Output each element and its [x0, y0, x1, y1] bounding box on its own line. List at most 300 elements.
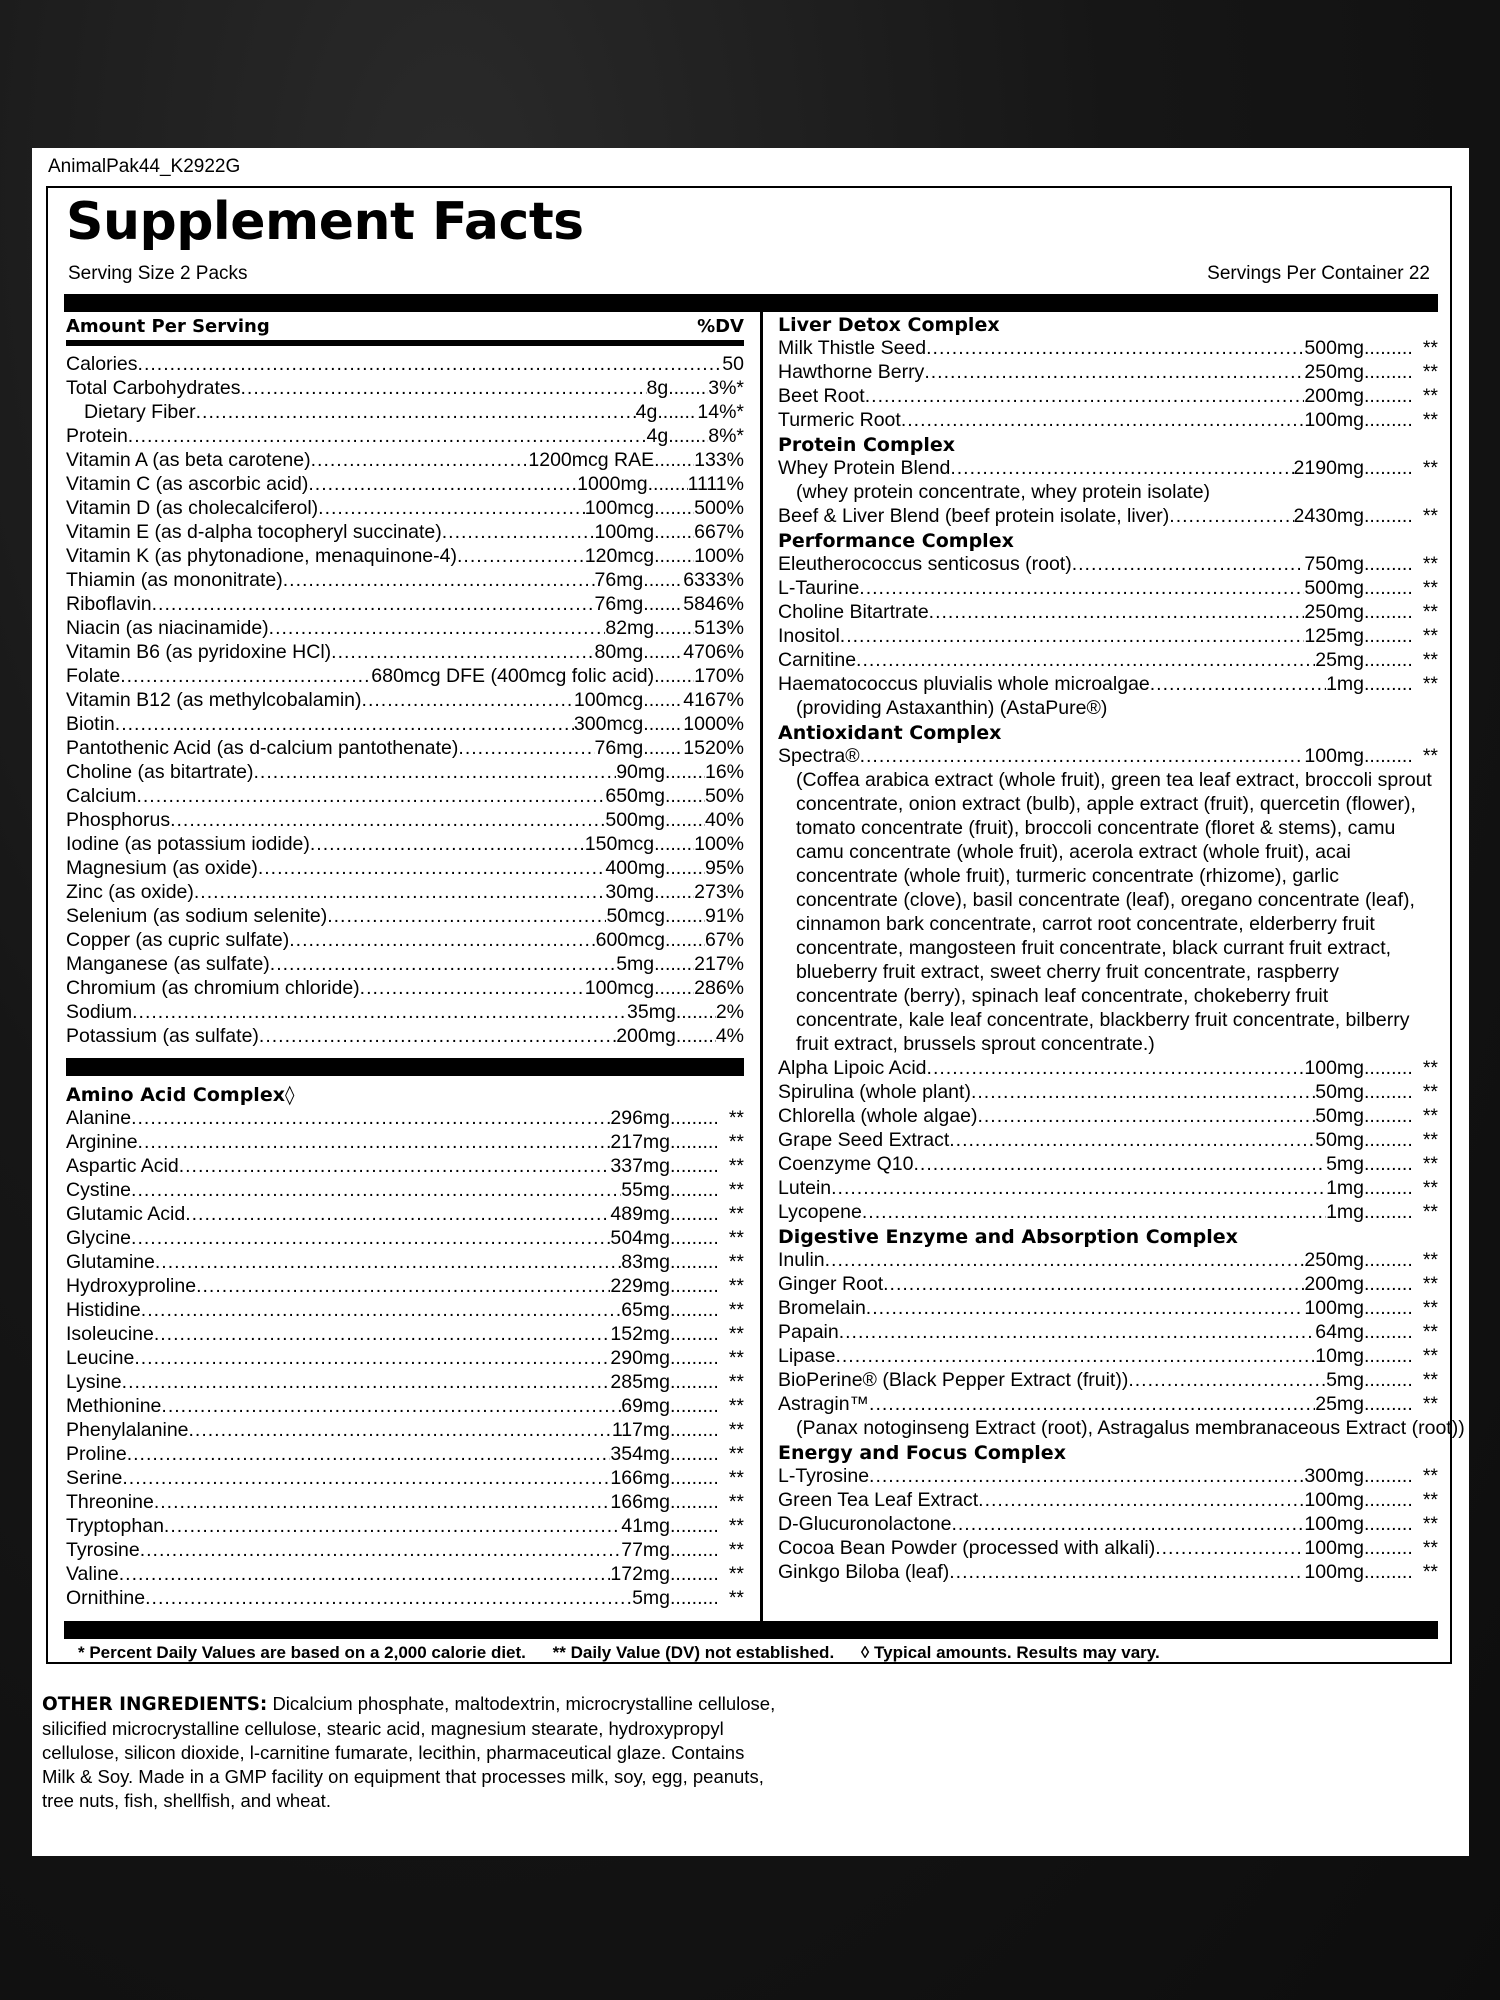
right-column: [778, 312, 1465, 1584]
leader-dots: [1364, 1056, 1412, 1080]
footnote-dv: * Percent Daily Values are based on a 2,000 calorie diet.: [78, 1643, 526, 1662]
item-amount: 2190mg: [1293, 457, 1364, 479]
item-dv: **: [728, 1179, 744, 1201]
item-dv: **: [1422, 1201, 1438, 1223]
list-item: [66, 1250, 744, 1274]
item-name: Methionine: [66, 1395, 162, 1417]
list-item: [66, 760, 744, 784]
item-name: Papain: [778, 1321, 839, 1343]
item-name: Haematococcus pluvialis whole microalgae: [778, 673, 1150, 695]
leader-dots: [978, 1488, 1304, 1512]
item-dv: **: [728, 1515, 744, 1537]
panel-title: Supplement Facts: [66, 192, 584, 252]
item-name: Glutamic Acid: [66, 1203, 186, 1225]
leader-dots: [670, 1106, 718, 1130]
list-item: [66, 928, 744, 952]
item-amount: 750mg: [1304, 553, 1364, 575]
item-name: Glutamine: [66, 1251, 155, 1273]
list-item: [66, 880, 744, 904]
serving-size: Serving Size 2 Packs: [68, 263, 248, 284]
item-dv: **: [1422, 1297, 1438, 1319]
item-amount: 30mg: [605, 881, 655, 903]
leader-dots: [1364, 1464, 1412, 1488]
leader-dots: [161, 1394, 621, 1418]
leader-dots: [154, 1322, 611, 1346]
leader-dots: [1364, 1512, 1412, 1536]
item-dv: **: [728, 1395, 744, 1417]
column-divider: [760, 312, 763, 1621]
footnote-not-established: ** Daily Value (DV) not established.: [552, 1643, 835, 1662]
supplement-label: [32, 148, 1469, 1856]
leader-dots: [259, 1024, 616, 1048]
list-item: [778, 1272, 1438, 1296]
list-item: [778, 1368, 1438, 1392]
item-dv: **: [1422, 673, 1438, 695]
leader-dots: [643, 640, 683, 664]
item-note: (whey protein concentrate, whey protein isolate): [796, 481, 1211, 503]
item-amount: 250mg: [1304, 1249, 1364, 1271]
item-dv: 4%: [715, 1025, 744, 1047]
item-name: Ginkgo Biloba (leaf): [778, 1561, 950, 1583]
item-dv: **: [728, 1107, 744, 1129]
leader-dots: [654, 880, 694, 904]
leader-dots: [670, 1346, 718, 1370]
item-amount: 290mg: [610, 1347, 670, 1369]
list-item: [778, 744, 1438, 768]
item-name: Vitamin B12 (as methylcobalamin): [66, 689, 362, 711]
item-name: Coenzyme Q10: [778, 1153, 914, 1175]
leader-dots: [950, 456, 1293, 480]
item-amount: 650mg: [605, 785, 665, 807]
list-item: [778, 1344, 1438, 1368]
item-dv: 8%*: [708, 425, 744, 447]
list-item: [66, 1466, 744, 1490]
item-amount: 150mcg: [584, 833, 655, 855]
list-item: [66, 1274, 744, 1298]
item-amount: 50: [722, 353, 744, 375]
dv-header-label: %DV: [697, 316, 744, 337]
item-amount: 120mcg: [584, 545, 655, 567]
list-item: [66, 1226, 744, 1250]
other-ingredients-text: Dicalcium phosphate, maltodextrin, microcrystalline cellulose, silicified microcrystalline cellulose, stearic acid, magnesium stearate, hydroxypropyl cellulose, silicon dioxide, l-carnitine fumarate, lecithin, pharmaceutical glaze. Contains Milk & Soy. Made in a GMP facility on equipment that processes milk, soy, egg, peanuts, tree nuts, fish, shellfish, and wheat.: [42, 1693, 776, 1811]
item-dv: **: [728, 1203, 744, 1225]
item-dv: **: [1422, 1465, 1438, 1487]
leader-dots: [869, 1464, 1304, 1488]
item-name: Leucine: [66, 1347, 135, 1369]
leader-dots: [331, 640, 594, 664]
item-name: Grape Seed Extract: [778, 1129, 950, 1151]
item-amount: 5mg: [616, 953, 655, 975]
list-item: [66, 808, 744, 832]
item-dv: 50%: [704, 785, 744, 807]
item-amount: 152mg: [610, 1323, 670, 1345]
leader-dots: [196, 1274, 610, 1298]
item-amount: 80mg: [594, 641, 644, 663]
list-item: [66, 1514, 744, 1538]
list-item: [66, 1538, 744, 1562]
leader-dots: [189, 1418, 612, 1442]
leader-dots: [457, 544, 585, 568]
item-name: Isoleucine: [66, 1323, 154, 1345]
item-amount: 354mg: [610, 1443, 670, 1465]
item-amount: 83mg: [621, 1251, 670, 1273]
leader-dots: [643, 592, 683, 616]
list-item: [66, 904, 744, 928]
list-item: [778, 1488, 1438, 1512]
footnote-typical: ◊ Typical amounts. Results may vary.: [860, 1643, 1160, 1662]
item-name: Copper (as cupric sulfate): [66, 929, 290, 951]
list-item: [66, 616, 744, 640]
item-amount: 10mg: [1315, 1345, 1364, 1367]
list-item: [66, 544, 744, 568]
item-dv: **: [1422, 1177, 1438, 1199]
leader-dots: [138, 352, 723, 376]
leader-dots: [654, 976, 694, 1000]
item-dv: **: [1422, 1057, 1438, 1079]
leader-dots: [676, 1024, 716, 1048]
item-name: Ornithine: [66, 1587, 146, 1609]
list-item: [778, 1464, 1438, 1488]
section-title: Energy and Focus Complex: [778, 1442, 1066, 1464]
item-name: Vitamin K (as phytonadione, menaquinone-4): [66, 545, 457, 567]
leader-dots: [269, 616, 606, 640]
item-amount: 8g: [646, 377, 669, 399]
leader-dots: [134, 1346, 610, 1370]
item-amount: 76mg: [594, 593, 644, 615]
list-item: [66, 1298, 744, 1322]
item-name: Vitamin E (as d-alpha tocopheryl succinate): [66, 521, 442, 543]
item-amount: 250mg: [1304, 601, 1364, 623]
leader-dots: [127, 1442, 611, 1466]
item-name: Astragin™: [778, 1393, 870, 1415]
leader-dots: [913, 1152, 1326, 1176]
item-dv: 40%: [704, 809, 744, 831]
item-dv: **: [728, 1251, 744, 1273]
item-amount: 400mg: [605, 857, 665, 879]
item-amount: 76mg: [594, 737, 644, 759]
item-name: Manganese (as sulfate): [66, 953, 270, 975]
section-title: Liver Detox Complex: [778, 314, 1000, 336]
leader-dots: [120, 664, 371, 688]
list-item: [66, 1202, 744, 1226]
leader-dots: [1364, 744, 1412, 768]
item-name: Cocoa Bean Powder (processed with alkali): [778, 1537, 1156, 1559]
leader-dots: [839, 1320, 1316, 1344]
leader-dots: [670, 1178, 718, 1202]
item-name: L-Tyrosine: [778, 1465, 870, 1487]
leader-dots: [1364, 552, 1412, 576]
item-dv: **: [1422, 1321, 1438, 1343]
item-name: Selenium (as sodium selenite): [66, 905, 328, 927]
item-dv: 14%*: [697, 401, 744, 423]
item-dv: **: [728, 1275, 744, 1297]
leader-dots: [670, 1298, 718, 1322]
leader-dots: [670, 1514, 718, 1538]
item-amount: 90mg: [616, 761, 665, 783]
item-amount: 100mg: [1304, 1561, 1364, 1583]
list-item: [66, 1130, 744, 1154]
leader-dots: [155, 1250, 621, 1274]
item-dv: **: [728, 1539, 744, 1561]
list-item: [778, 504, 1438, 528]
list-item: [66, 784, 744, 808]
item-amount: 50mg: [1315, 1081, 1364, 1103]
item-name: Alpha Lipoic Acid: [778, 1057, 927, 1079]
list-item: [66, 352, 744, 376]
item-dv: **: [728, 1227, 744, 1249]
leader-dots: [929, 600, 1305, 624]
leader-dots: [140, 1538, 622, 1562]
leader-dots: [866, 1296, 1305, 1320]
leader-dots: [138, 1130, 611, 1154]
leader-dots: [1364, 648, 1412, 672]
item-amount: 500mg: [1304, 577, 1364, 599]
item-dv: 5846%: [683, 593, 744, 615]
item-amount: 100mcg: [584, 497, 655, 519]
item-name: Choline Bitartrate: [778, 601, 929, 623]
list-item: [778, 672, 1438, 696]
leader-dots: [310, 832, 585, 856]
leader-dots: [1364, 624, 1412, 648]
item-dv: **: [1422, 1153, 1438, 1175]
leader-dots: [859, 576, 1304, 600]
leader-dots: [835, 1344, 1315, 1368]
bottom-rule: [64, 1621, 1438, 1639]
list-item: [778, 1512, 1438, 1536]
list-item: [66, 1562, 744, 1586]
item-amount: 500mg: [1304, 337, 1364, 359]
item-amount: 50mcg: [606, 905, 665, 927]
item-amount: 337mg: [610, 1155, 670, 1177]
item-dv: 6333%: [683, 569, 744, 591]
leader-dots: [152, 592, 595, 616]
leader-dots: [865, 384, 1305, 408]
leader-dots: [154, 1490, 611, 1514]
item-dv: **: [728, 1443, 744, 1465]
section-title: Performance Complex: [778, 530, 1014, 552]
item-dv: 100%: [694, 833, 744, 855]
leader-dots: [131, 1226, 610, 1250]
item-name: Lipase: [778, 1345, 836, 1367]
item-amount: 296mg: [610, 1107, 670, 1129]
item-dv: **: [1422, 1129, 1438, 1151]
item-name: Sodium: [66, 1001, 133, 1023]
item-name: Chromium (as chromium chloride): [66, 977, 360, 999]
list-item: [66, 1024, 744, 1048]
leader-dots: [141, 1298, 621, 1322]
item-amount: 680mcg DFE (400mcg folic acid): [371, 665, 655, 687]
list-item: [66, 976, 744, 1000]
item-name: Chlorella (whole algae): [778, 1105, 978, 1127]
list-item: [66, 1154, 744, 1178]
item-name: Vitamin A (as beta carotene): [66, 449, 311, 471]
list-item: [778, 1392, 1438, 1416]
leader-dots: [179, 1154, 611, 1178]
list-item: [778, 384, 1438, 408]
leader-dots: [1169, 504, 1293, 528]
leader-dots: [654, 952, 694, 976]
leader-dots: [670, 1466, 718, 1490]
leader-dots: [856, 648, 1315, 672]
top-rule: [64, 294, 1438, 312]
leader-dots: [128, 424, 647, 448]
item-dv: **: [1422, 601, 1438, 623]
leader-dots: [670, 1490, 718, 1514]
amino-section-title: Amino Acid Complex◊: [66, 1084, 295, 1106]
leader-dots: [1364, 576, 1412, 600]
item-dv: **: [1422, 337, 1438, 359]
leader-dots: [258, 856, 606, 880]
item-amount: 200mg: [1304, 385, 1364, 407]
item-name: Serine: [66, 1467, 123, 1489]
list-item: [66, 640, 744, 664]
item-amount: 5mg: [1326, 1369, 1364, 1391]
amino-list: [66, 1106, 744, 1610]
item-dv: **: [1422, 745, 1438, 767]
list-item: [778, 1176, 1438, 1200]
list-item: [66, 736, 744, 760]
leader-dots: [977, 1104, 1315, 1128]
item-name: Green Tea Leaf Extract: [778, 1489, 979, 1511]
item-dv: **: [728, 1131, 744, 1153]
list-item: [66, 856, 744, 880]
leader-dots: [862, 1200, 1326, 1224]
item-amount: 1mg: [1326, 1201, 1364, 1223]
item-amount: 50mg: [1315, 1105, 1364, 1127]
leader-dots: [971, 1080, 1315, 1104]
item-amount: 489mg: [610, 1203, 670, 1225]
item-dv: 100%: [694, 545, 744, 567]
leader-dots: [1364, 1296, 1412, 1320]
item-amount: 100mcg: [573, 689, 644, 711]
leader-dots: [458, 736, 594, 760]
item-dv: **: [728, 1371, 744, 1393]
leader-dots: [1364, 360, 1412, 384]
item-amount: 1mg: [1326, 1177, 1364, 1199]
servings-per-container: Servings Per Container 22: [1207, 263, 1430, 284]
list-item: [66, 496, 744, 520]
leader-dots: [670, 1538, 718, 1562]
leader-dots: [670, 1586, 718, 1610]
item-name: Lysine: [66, 1371, 122, 1393]
leader-dots: [1364, 384, 1412, 408]
item-name: Beet Root: [778, 385, 865, 407]
item-amount: 50mg: [1315, 1129, 1364, 1151]
item-amount: 125mg: [1304, 625, 1364, 647]
item-amount: 82mg: [605, 617, 655, 639]
leader-dots: [668, 376, 708, 400]
leader-dots: [254, 760, 617, 784]
list-item: [66, 1178, 744, 1202]
list-item: [778, 1056, 1438, 1080]
leader-dots: [670, 1226, 718, 1250]
leader-dots: [643, 688, 683, 712]
leader-dots: [185, 1202, 610, 1226]
leader-dots: [670, 1250, 718, 1274]
leader-dots: [643, 712, 683, 736]
item-name: Glycine: [66, 1227, 132, 1249]
leader-dots: [131, 1178, 621, 1202]
supplement-facts-panel: [46, 186, 1465, 1664]
leader-dots: [270, 952, 616, 976]
item-amount: 100mg: [1304, 409, 1364, 431]
item-name: Spirulina (whole plant): [778, 1081, 971, 1103]
item-amount: 4g: [635, 401, 658, 423]
leader-dots: [676, 1000, 716, 1024]
leader-dots: [840, 624, 1305, 648]
item-amount: 285mg: [610, 1371, 670, 1393]
leader-dots: [860, 744, 1305, 768]
leader-dots: [657, 400, 697, 424]
leader-dots: [1364, 1368, 1412, 1392]
leader-dots: [122, 1370, 611, 1394]
leader-dots: [308, 472, 577, 496]
item-amount: 100mg: [594, 521, 655, 543]
nutrient-list: [66, 352, 744, 1048]
list-item: [66, 424, 744, 448]
item-amount: 600mcg: [595, 929, 665, 951]
item-dv: 133%: [694, 449, 744, 471]
list-item: [778, 1152, 1438, 1176]
leader-dots: [869, 1392, 1315, 1416]
list-item: [66, 568, 744, 592]
leader-dots: [119, 1562, 611, 1586]
list-item: [66, 1346, 744, 1370]
item-name: Lutein: [778, 1177, 832, 1199]
item-amount: 504mg: [610, 1227, 670, 1249]
list-item: [778, 552, 1438, 576]
item-name: Bromelain: [778, 1297, 866, 1319]
item-dv: **: [728, 1299, 744, 1321]
item-amount: 117mg: [611, 1419, 670, 1441]
leader-dots: [665, 760, 705, 784]
item-name: Cystine: [66, 1179, 132, 1201]
list-item: [778, 360, 1438, 384]
item-amount: 100mg: [1304, 745, 1364, 767]
leader-dots: [665, 856, 705, 880]
item-name: Dietary Fiber: [84, 401, 196, 423]
item-name: Biotin: [66, 713, 115, 735]
item-name: Tryptophan: [66, 1515, 164, 1537]
item-name: Phenylalanine: [66, 1419, 189, 1441]
item-dv: 4167%: [683, 689, 744, 711]
item-amount: 1000mg: [577, 473, 648, 495]
item-name: Niacin (as niacinamide): [66, 617, 269, 639]
leader-dots: [1364, 1320, 1412, 1344]
item-name: Folate: [66, 665, 121, 687]
list-item: [66, 1418, 744, 1442]
leader-dots: [949, 1128, 1315, 1152]
leader-dots: [668, 424, 708, 448]
item-name: Lycopene: [778, 1201, 862, 1223]
item-dv: **: [1422, 457, 1438, 479]
item-name: BioPerine® (Black Pepper Extract (fruit)): [778, 1369, 1129, 1391]
leader-dots: [670, 1202, 718, 1226]
item-dv: **: [728, 1563, 744, 1585]
leader-dots: [1364, 1560, 1412, 1584]
item-dv: 2%: [715, 1001, 744, 1023]
list-item: [66, 1490, 744, 1514]
leader-dots: [136, 784, 605, 808]
item-name: Threonine: [66, 1491, 154, 1513]
item-amount: 69mg: [621, 1395, 670, 1417]
list-item: [778, 1200, 1438, 1224]
list-item: [778, 600, 1438, 624]
leader-dots: [1072, 552, 1305, 576]
leader-dots: [1155, 1536, 1304, 1560]
list-item: [778, 408, 1438, 432]
item-amount: 25mg: [1315, 649, 1364, 671]
